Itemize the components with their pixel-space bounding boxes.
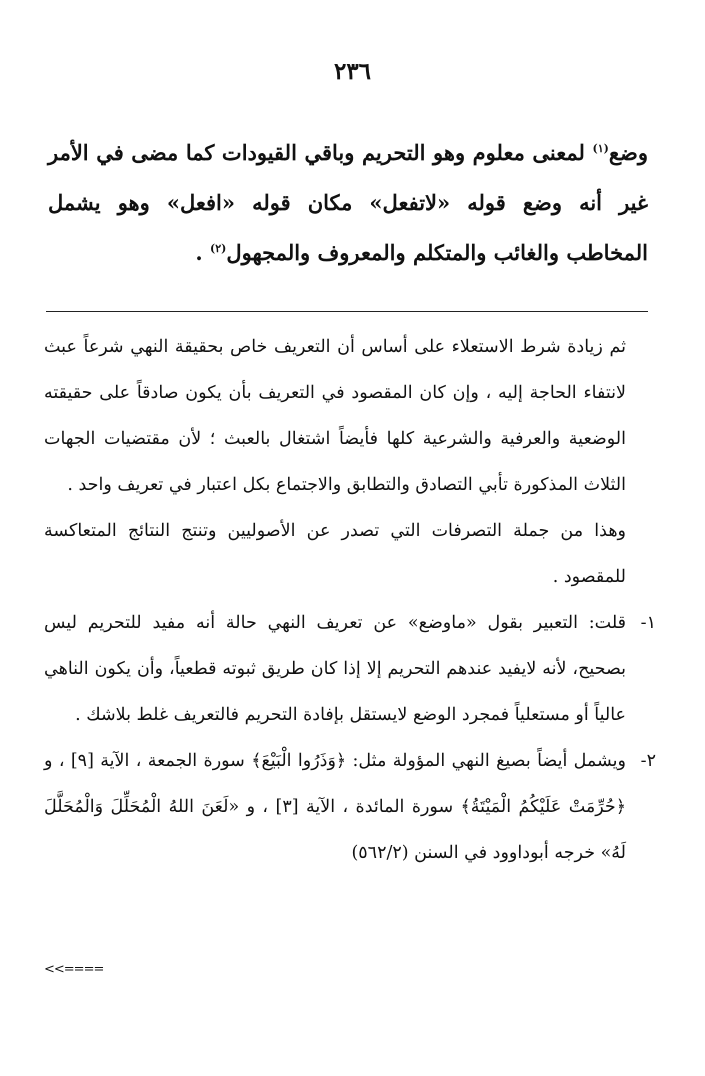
footnote-number: ٢- bbox=[640, 751, 656, 771]
footnote-ref-1: (١) bbox=[592, 142, 609, 155]
footnote-text: قلت: التعبير بقول «ماوضع» عن تعريف النهي حالة أنه مفيد للتحريم ليس بصحيح، لأنه لايفيد عندهم التحريم إلا إذا كان طريق ثبوته قطعياً، وأن يكون الناهي عالياً أو مستعلياً فمجرد الوضع لايستقل بإفادة التحريم فالتعريف غلط بلاشك . bbox=[44, 613, 626, 725]
main-text-part: لمعنى معلوم وهو التحريم وباقي القيودات كما مضى في الأمر غير أنه وضع قوله «لاتفعل» مكان قوله «افعل» وهو يشمل المخاطب والغائب والمتكلم والمعروف والمجهول bbox=[48, 140, 648, 265]
main-paragraph bbox=[48, 128, 648, 278]
footnote-number: ١- bbox=[640, 613, 656, 633]
footnote-ref-2: (٢) bbox=[209, 242, 227, 255]
main-text-part: وضع bbox=[608, 140, 648, 165]
main-text-part: . bbox=[195, 240, 210, 265]
footnote-divider bbox=[46, 311, 648, 312]
continuation-marker: <<==== bbox=[44, 962, 104, 977]
footnotes-section bbox=[44, 324, 656, 876]
page-number: ٢٣٦ bbox=[333, 58, 372, 85]
footnote-paragraph: وهذا من جملة التصرفات التي تصدر عن الأصوليين وتنتج النتائج المتعاكسة للمقصود . bbox=[44, 521, 626, 587]
main-text bbox=[48, 128, 648, 278]
footnote-text: ويشمل أيضاً بصيغ النهي المؤولة مثل: ﴿وَذَرُوا الْبَيْعَ﴾ سورة الجمعة ، الآية [٩] ، و ﴿حُرِّمَتْ عَلَيْكُمُ الْمَيْتَةُ﴾ سورة المائدة ، الآية [٣] ، و «لَعَنَ اللهُ الْمُحَلِّلَ وَالْمُحَلَّلَ لَهُ» خرجه أبوداوود في السنن (٥٦٢/٢) bbox=[44, 751, 626, 863]
footnote-item-1 bbox=[44, 600, 656, 738]
footnote-item-2 bbox=[44, 738, 656, 876]
footnote-paragraph: ثم زيادة شرط الاستعلاء على أساس أن التعريف خاص بحقيقة النهي شرعاً عبث لانتفاء الحاجة إليه ، وإن كان المقصود في التعريف بأن يكون صادقاً على حقيقته الوضعية والعرفية والشرعية كلها فأيضاً اشتغال بالعبث ؛ لأن مقتضيات الجهات الثلاث المذكورة تأبي التصادق والتطابق والاجتماع بكل اعتبار في تعريف واحد . bbox=[44, 337, 626, 495]
